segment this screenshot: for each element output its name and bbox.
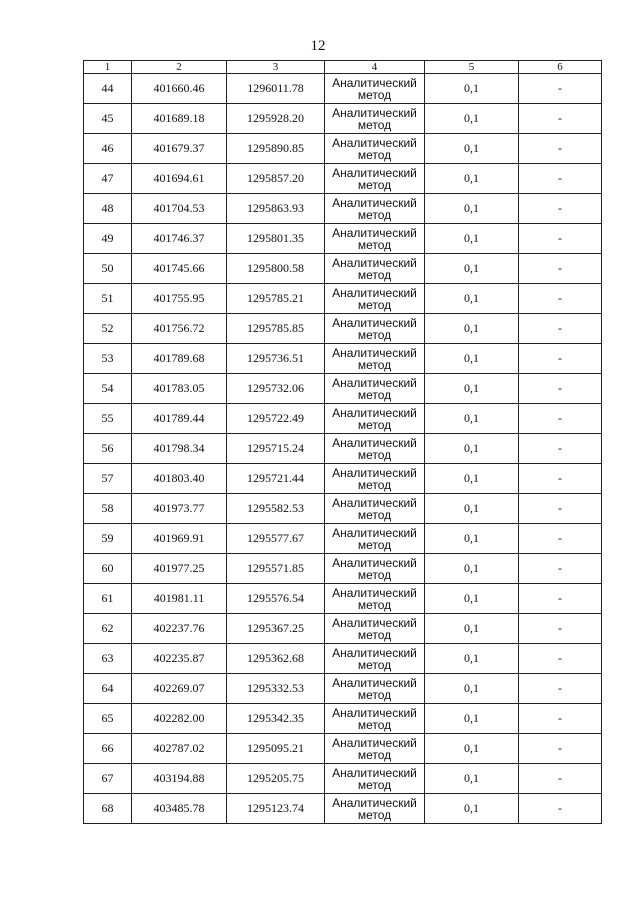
point-number-cell: 44: [84, 74, 132, 104]
x-coordinate-cell: 401755.95: [132, 284, 227, 314]
point-number-cell: 68: [84, 794, 132, 824]
method-line-1: Аналитический: [332, 375, 417, 390]
x-coordinate-cell: 401981.11: [132, 584, 227, 614]
table-row: [84, 224, 602, 254]
point-number-cell: 54: [84, 374, 132, 404]
x-coordinate-cell: 402282.00: [132, 704, 227, 734]
column-header-1: 1: [84, 61, 132, 74]
table-row: [84, 434, 602, 464]
method-line-2: метод: [357, 807, 392, 822]
x-coordinate-cell: 402787.02: [132, 734, 227, 764]
method-line-2: метод: [357, 447, 392, 462]
method-cell: [325, 74, 425, 104]
method-cell: [325, 164, 425, 194]
column-header-3: 3: [227, 61, 325, 74]
table-row: [84, 134, 602, 164]
method-line-1: Аналитический: [332, 495, 417, 510]
method-line-1: Аналитический: [332, 225, 417, 240]
note-cell: -: [519, 644, 602, 674]
y-coordinate-cell: 1295123.74: [227, 794, 325, 824]
method-line-2: метод: [357, 567, 392, 582]
method-line-2: метод: [357, 387, 392, 402]
y-coordinate-cell: 1295582.53: [227, 494, 325, 524]
table-row: [84, 344, 602, 374]
method-cell: [325, 524, 425, 554]
point-number-cell: 53: [84, 344, 132, 374]
table-header-row: [84, 61, 602, 74]
y-coordinate-cell: 1295332.53: [227, 674, 325, 704]
note-cell: -: [519, 224, 602, 254]
accuracy-cell: 0,1: [425, 614, 519, 644]
method-line-2: метод: [357, 627, 392, 642]
method-line-1: Аналитический: [332, 555, 417, 570]
y-coordinate-cell: 1295785.85: [227, 314, 325, 344]
method-line-1: Аналитический: [332, 255, 417, 270]
y-coordinate-cell: 1295571.85: [227, 554, 325, 584]
note-cell: -: [519, 104, 602, 134]
accuracy-cell: 0,1: [425, 404, 519, 434]
point-number-cell: 52: [84, 314, 132, 344]
point-number-cell: 67: [84, 764, 132, 794]
table-row: [84, 164, 602, 194]
note-cell: -: [519, 524, 602, 554]
y-coordinate-cell: 1295576.54: [227, 584, 325, 614]
note-cell: -: [519, 614, 602, 644]
method-cell: [325, 434, 425, 464]
method-line-2: метод: [357, 717, 392, 732]
method-line-1: Аналитический: [332, 705, 417, 720]
x-coordinate-cell: 401969.91: [132, 524, 227, 554]
point-number-cell: 63: [84, 644, 132, 674]
y-coordinate-cell: 1295928.20: [227, 104, 325, 134]
point-number-cell: 64: [84, 674, 132, 704]
note-cell: -: [519, 254, 602, 284]
note-cell: -: [519, 74, 602, 104]
point-number-cell: 55: [84, 404, 132, 434]
method-line-2: метод: [357, 327, 392, 342]
method-line-2: метод: [357, 417, 392, 432]
table-row: [84, 464, 602, 494]
method-line-2: метод: [357, 117, 392, 132]
method-line-1: Аналитический: [332, 615, 417, 630]
note-cell: -: [519, 734, 602, 764]
method-cell: [325, 404, 425, 434]
point-number-cell: 61: [84, 584, 132, 614]
accuracy-cell: 0,1: [425, 434, 519, 464]
y-coordinate-cell: 1295801.35: [227, 224, 325, 254]
accuracy-cell: 0,1: [425, 734, 519, 764]
method-cell: [325, 644, 425, 674]
method-line-2: метод: [357, 177, 392, 192]
table-row: [84, 644, 602, 674]
table-row: [84, 764, 602, 794]
method-cell: [325, 464, 425, 494]
method-cell: [325, 284, 425, 314]
x-coordinate-cell: 401694.61: [132, 164, 227, 194]
method-line-2: метод: [357, 147, 392, 162]
table-row: [84, 554, 602, 584]
table-row: [84, 674, 602, 704]
table-row: [84, 524, 602, 554]
x-coordinate-cell: 401798.34: [132, 434, 227, 464]
y-coordinate-cell: 1295715.24: [227, 434, 325, 464]
method-line-2: метод: [357, 297, 392, 312]
accuracy-cell: 0,1: [425, 644, 519, 674]
note-cell: -: [519, 704, 602, 734]
method-line-1: Аналитический: [332, 345, 417, 360]
y-coordinate-cell: 1295800.58: [227, 254, 325, 284]
method-line-1: Аналитический: [332, 465, 417, 480]
y-coordinate-cell: 1295721.44: [227, 464, 325, 494]
method-line-2: метод: [357, 657, 392, 672]
accuracy-cell: 0,1: [425, 344, 519, 374]
table-row: [84, 704, 602, 734]
x-coordinate-cell: 401977.25: [132, 554, 227, 584]
note-cell: -: [519, 584, 602, 614]
note-cell: -: [519, 344, 602, 374]
point-number-cell: 60: [84, 554, 132, 584]
y-coordinate-cell: 1295367.25: [227, 614, 325, 644]
method-cell: [325, 194, 425, 224]
method-line-2: метод: [357, 777, 392, 792]
x-coordinate-cell: 401746.37: [132, 224, 227, 254]
note-cell: -: [519, 194, 602, 224]
accuracy-cell: 0,1: [425, 194, 519, 224]
method-cell: [325, 764, 425, 794]
accuracy-cell: 0,1: [425, 674, 519, 704]
accuracy-cell: 0,1: [425, 74, 519, 104]
point-number-cell: 50: [84, 254, 132, 284]
note-cell: -: [519, 554, 602, 584]
coordinates-table: [83, 60, 602, 824]
method-cell: [325, 374, 425, 404]
method-line-1: Аналитический: [332, 405, 417, 420]
method-line-1: Аналитический: [332, 585, 417, 600]
y-coordinate-cell: 1295577.67: [227, 524, 325, 554]
method-line-2: метод: [357, 507, 392, 522]
x-coordinate-cell: 401789.68: [132, 344, 227, 374]
accuracy-cell: 0,1: [425, 464, 519, 494]
x-coordinate-cell: 402269.07: [132, 674, 227, 704]
y-coordinate-cell: 1296011.78: [227, 74, 325, 104]
method-line-1: Аналитический: [332, 645, 417, 660]
method-cell: [325, 704, 425, 734]
method-line-2: метод: [357, 747, 392, 762]
method-line-1: Аналитический: [332, 315, 417, 330]
point-number-cell: 47: [84, 164, 132, 194]
table-row: [84, 314, 602, 344]
method-line-1: Аналитический: [332, 675, 417, 690]
point-number-cell: 66: [84, 734, 132, 764]
table-row: [84, 494, 602, 524]
note-cell: -: [519, 314, 602, 344]
method-line-1: Аналитический: [332, 135, 417, 150]
method-line-2: метод: [357, 237, 392, 252]
accuracy-cell: 0,1: [425, 104, 519, 134]
y-coordinate-cell: 1295095.21: [227, 734, 325, 764]
point-number-cell: 59: [84, 524, 132, 554]
point-number-cell: 62: [84, 614, 132, 644]
column-header-6: 6: [519, 61, 602, 74]
x-coordinate-cell: 402235.87: [132, 644, 227, 674]
method-line-1: Аналитический: [332, 435, 417, 450]
x-coordinate-cell: 401660.46: [132, 74, 227, 104]
method-cell: [325, 794, 425, 824]
y-coordinate-cell: 1295362.68: [227, 644, 325, 674]
method-cell: [325, 134, 425, 164]
column-header-2: 2: [132, 61, 227, 74]
point-number-cell: 56: [84, 434, 132, 464]
note-cell: -: [519, 494, 602, 524]
accuracy-cell: 0,1: [425, 554, 519, 584]
accuracy-cell: 0,1: [425, 164, 519, 194]
accuracy-cell: 0,1: [425, 794, 519, 824]
y-coordinate-cell: 1295890.85: [227, 134, 325, 164]
accuracy-cell: 0,1: [425, 254, 519, 284]
table-row: [84, 404, 602, 434]
y-coordinate-cell: 1295205.75: [227, 764, 325, 794]
note-cell: -: [519, 134, 602, 164]
y-coordinate-cell: 1295342.35: [227, 704, 325, 734]
x-coordinate-cell: 402237.76: [132, 614, 227, 644]
column-header-5: 5: [425, 61, 519, 74]
point-number-cell: 58: [84, 494, 132, 524]
method-line-1: Аналитический: [332, 75, 417, 90]
point-number-cell: 46: [84, 134, 132, 164]
note-cell: -: [519, 464, 602, 494]
y-coordinate-cell: 1295736.51: [227, 344, 325, 374]
accuracy-cell: 0,1: [425, 494, 519, 524]
point-number-cell: 48: [84, 194, 132, 224]
method-cell: [325, 254, 425, 284]
accuracy-cell: 0,1: [425, 284, 519, 314]
method-cell: [325, 314, 425, 344]
column-header-4: 4: [325, 61, 425, 74]
note-cell: -: [519, 794, 602, 824]
accuracy-cell: 0,1: [425, 314, 519, 344]
method-cell: [325, 344, 425, 374]
method-line-2: метод: [357, 87, 392, 102]
x-coordinate-cell: 401756.72: [132, 314, 227, 344]
method-line-1: Аналитический: [332, 105, 417, 120]
table-body: [84, 61, 602, 824]
method-cell: [325, 674, 425, 704]
accuracy-cell: 0,1: [425, 374, 519, 404]
note-cell: -: [519, 764, 602, 794]
method-cell: [325, 584, 425, 614]
table-row: [84, 614, 602, 644]
x-coordinate-cell: 401689.18: [132, 104, 227, 134]
page-number: 12: [310, 38, 326, 54]
note-cell: -: [519, 404, 602, 434]
method-line-1: Аналитический: [332, 735, 417, 750]
method-line-2: метод: [357, 357, 392, 372]
method-cell: [325, 224, 425, 254]
note-cell: -: [519, 434, 602, 464]
method-line-1: Аналитический: [332, 285, 417, 300]
point-number-cell: 65: [84, 704, 132, 734]
y-coordinate-cell: 1295732.06: [227, 374, 325, 404]
table-row: [84, 194, 602, 224]
method-line-1: Аналитический: [332, 165, 417, 180]
table-row: [84, 734, 602, 764]
point-number-cell: 45: [84, 104, 132, 134]
method-line-1: Аналитический: [332, 795, 417, 810]
table-row: [84, 284, 602, 314]
accuracy-cell: 0,1: [425, 134, 519, 164]
method-line-2: метод: [357, 687, 392, 702]
method-line-2: метод: [357, 207, 392, 222]
accuracy-cell: 0,1: [425, 704, 519, 734]
y-coordinate-cell: 1295863.93: [227, 194, 325, 224]
note-cell: -: [519, 674, 602, 704]
point-number-cell: 49: [84, 224, 132, 254]
table-row: [84, 584, 602, 614]
method-cell: [325, 554, 425, 584]
table-row: [84, 794, 602, 824]
point-number-cell: 57: [84, 464, 132, 494]
method-cell: [325, 104, 425, 134]
method-line-1: Аналитический: [332, 765, 417, 780]
x-coordinate-cell: 401745.66: [132, 254, 227, 284]
x-coordinate-cell: 401973.77: [132, 494, 227, 524]
accuracy-cell: 0,1: [425, 764, 519, 794]
table-row: [84, 254, 602, 284]
method-line-2: метод: [357, 537, 392, 552]
note-cell: -: [519, 164, 602, 194]
accuracy-cell: 0,1: [425, 524, 519, 554]
x-coordinate-cell: 401704.53: [132, 194, 227, 224]
accuracy-cell: 0,1: [425, 224, 519, 254]
x-coordinate-cell: 401803.40: [132, 464, 227, 494]
accuracy-cell: 0,1: [425, 584, 519, 614]
y-coordinate-cell: 1295857.20: [227, 164, 325, 194]
method-cell: [325, 614, 425, 644]
method-line-2: метод: [357, 477, 392, 492]
table-row: [84, 104, 602, 134]
method-cell: [325, 494, 425, 524]
method-line-1: Аналитический: [332, 195, 417, 210]
note-cell: -: [519, 374, 602, 404]
note-cell: -: [519, 284, 602, 314]
x-coordinate-cell: 403194.88: [132, 764, 227, 794]
point-number-cell: 51: [84, 284, 132, 314]
method-line-2: метод: [357, 267, 392, 282]
method-line-2: метод: [357, 597, 392, 612]
y-coordinate-cell: 1295722.49: [227, 404, 325, 434]
y-coordinate-cell: 1295785.21: [227, 284, 325, 314]
x-coordinate-cell: 401783.05: [132, 374, 227, 404]
method-line-1: Аналитический: [332, 525, 417, 540]
x-coordinate-cell: 401679.37: [132, 134, 227, 164]
x-coordinate-cell: 403485.78: [132, 794, 227, 824]
table-row: [84, 74, 602, 104]
table-row: [84, 374, 602, 404]
method-cell: [325, 734, 425, 764]
x-coordinate-cell: 401789.44: [132, 404, 227, 434]
